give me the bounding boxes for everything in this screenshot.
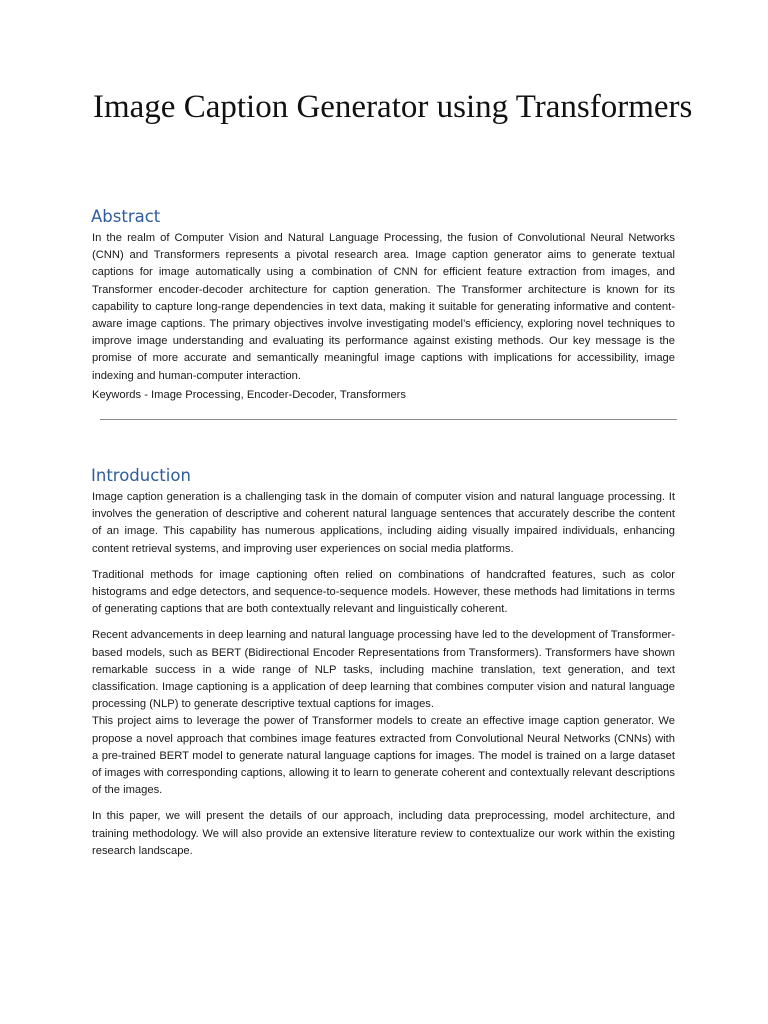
- intro-paragraph-3: Recent advancements in deep learning and natural language processing have led to the development of Transformer-based models, such as BERT (Bidirectional Encoder Representations from Transformers). Transformers have shown remarkable success in a wide range of NLP tasks, including machine translation, text generation, and text classification. Image captioning is a application of deep learning that combines computer vision and natural language processing (NLP) to generate descriptive textual captions for images.: [92, 629, 675, 711]
- intro-paragraph-5: In this paper, we will present the details of our approach, including data preprocessing, model architecture, and training methodology. We will also provide an extensive literature review to contextualize our work within the existing research landscape.: [92, 810, 675, 857]
- abstract-body: In the realm of Computer Vision and Natural Language Processing, the fusion of Convolutional Neural Networks (CNN) and Transformers represents a pivotal research area. Image caption generator aims to generate textual captions for image automatically using a combination of CNN for efficient feature extraction from images, and Transformer encoder-decoder architecture for caption generation. The Transformer architecture is known for its capability to capture long-range dependencies in text data, making it suitable for generating informative and content-aware image captions. The primary objectives involve investigating model’s efficiency, exploring novel techniques to improve image understanding and evaluating its performance against existing methods. Our key message is the promise of more accurate and semantically meaningful image captions with implications for accessibility, image indexing and human-computer interaction.: [92, 232, 675, 382]
- abstract-section: [92, 230, 675, 404]
- abstract-heading: Abstract: [91, 207, 161, 226]
- intro-paragraph-4: This project aims to leverage the power of Transformer models to create an effective image caption generator. We propose a novel approach that combines image features extracted from Convolutional Neural Networks (CNNs) with a pre-trained BERT model to generate natural language captions for images. The model is trained on a large dataset of images with corresponding captions, allowing it to learn to generate coherent and contextually relevant descriptions of the images.: [92, 715, 675, 797]
- intro-paragraph-1: Image caption generation is a challenging task in the domain of computer vision and natural language processing. It involves the generation of descriptive and coherent natural language sentences that accurately describe the content of an image. This capability has numerous applications, including aiding visually impaired individuals, enhancing content retrieval systems, and improving user experiences on social media platforms.: [92, 491, 675, 555]
- introduction-section: [92, 489, 675, 869]
- paper-title: Image Caption Generator using Transformers: [93, 89, 693, 125]
- introduction-heading: Introduction: [91, 466, 191, 485]
- intro-paragraph-2: Traditional methods for image captioning often relied on combinations of handcrafted features, such as color histograms and edge detectors, and sequence-to-sequence models. However, these methods had limitations in terms of generating captions that are both contextually relevant and linguistically coherent.: [92, 568, 675, 616]
- keywords-line: Keywords - Image Processing, Encoder-Decoder, Transformers: [92, 388, 406, 401]
- section-divider: [100, 419, 677, 420]
